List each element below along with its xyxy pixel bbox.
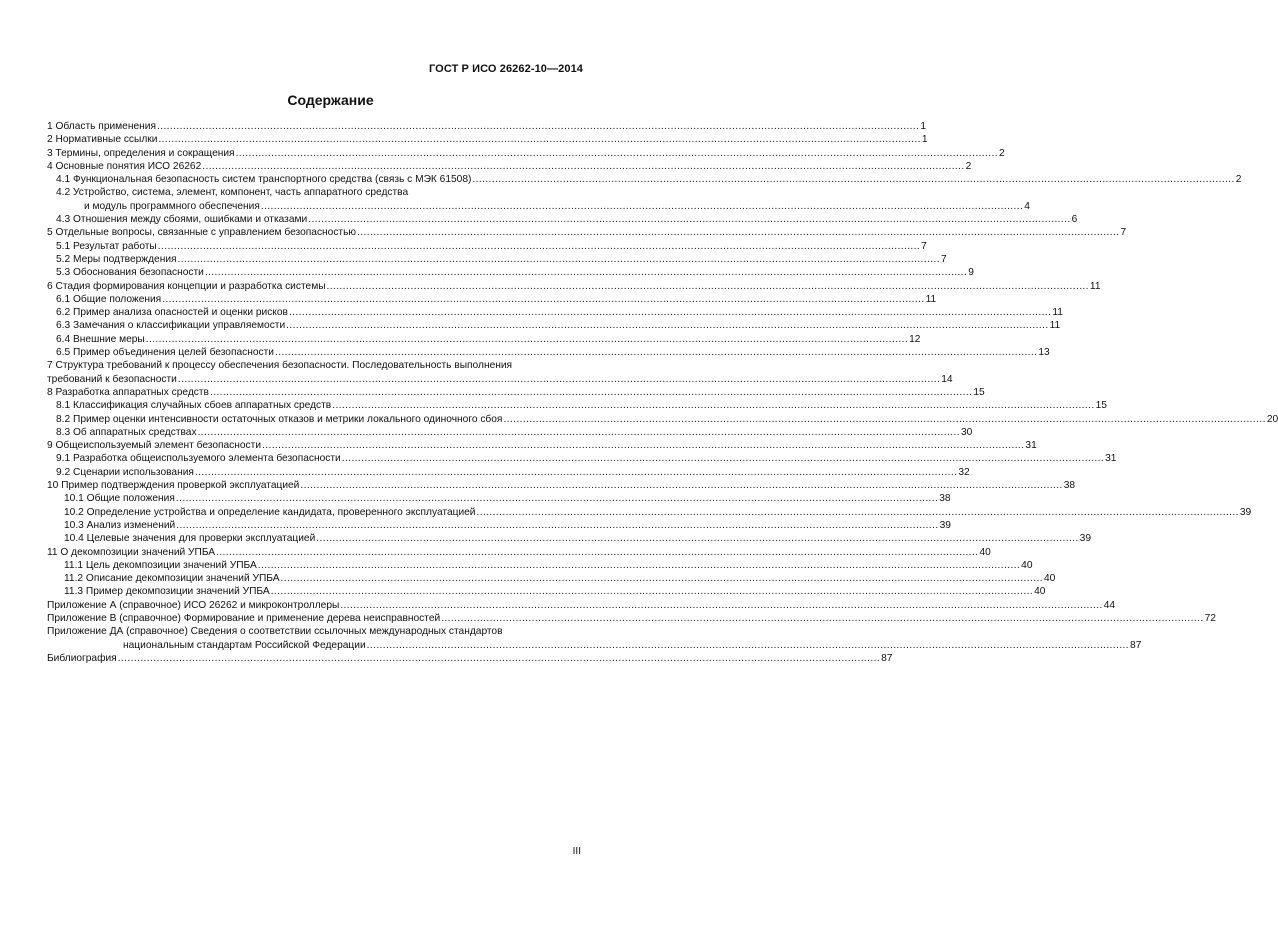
toc-entry-label: 7 Структура требований к процессу обеспечения безопасности. Последовательность выполнения bbox=[47, 360, 513, 372]
toc-entry-page: 39 bbox=[1079, 533, 1092, 545]
toc-entry[interactable] bbox=[47, 160, 972, 173]
toc-entry-label: 2 Нормативные ссылки bbox=[47, 134, 158, 146]
toc-leader-dots bbox=[281, 572, 1043, 585]
toc-entry-label: 9.2 Сценарии использования bbox=[56, 466, 194, 478]
toc-entry[interactable] bbox=[47, 572, 1056, 585]
toc-entry[interactable] bbox=[47, 612, 1216, 625]
toc-entry-page: 9 bbox=[968, 267, 974, 279]
toc-leader-dots bbox=[342, 452, 1104, 465]
toc-entry-page: 11 bbox=[1052, 307, 1063, 319]
toc-entry-page: 12 bbox=[909, 333, 921, 345]
toc-leader-dots bbox=[146, 333, 908, 346]
toc-entry[interactable] bbox=[47, 200, 1030, 213]
toc-entry-page: 15 bbox=[1095, 400, 1107, 412]
toc-entry[interactable] bbox=[47, 652, 893, 665]
toc-leader-dots bbox=[178, 373, 940, 386]
toc-entry[interactable] bbox=[47, 639, 1142, 652]
toc-entry-page: 14 bbox=[941, 373, 953, 385]
toc-entry[interactable] bbox=[47, 226, 1127, 239]
toc-entry-page: 15 bbox=[973, 386, 985, 398]
toc-entry-label: 8.3 Об аппаратных средствах bbox=[56, 426, 197, 438]
toc-entry-page: 11 bbox=[1049, 320, 1061, 332]
toc-entry[interactable] bbox=[47, 439, 1037, 452]
toc-leader-dots bbox=[286, 319, 1048, 332]
toc-entry[interactable] bbox=[47, 280, 1101, 293]
toc-entry-label: 10.4 Целевые значения для проверки эксплуатацией bbox=[64, 533, 316, 545]
toc-entry[interactable] bbox=[47, 452, 1117, 465]
toc-entry-label: 11.3 Пример декомпозиции значений УПБА bbox=[64, 586, 270, 598]
toc-entry[interactable] bbox=[47, 333, 921, 346]
toc-entry-page: 4 bbox=[1024, 200, 1030, 212]
toc-entry-page: 2 bbox=[998, 147, 1005, 159]
toc-entry-label: 5.1 Результат работы bbox=[56, 240, 157, 252]
toc-leader-dots bbox=[258, 559, 1020, 572]
toc-leader-dots bbox=[441, 612, 1203, 625]
toc-entry-page: 31 bbox=[1105, 453, 1117, 465]
toc-leader-dots bbox=[262, 439, 1024, 452]
toc-leader-dots bbox=[162, 293, 924, 306]
toc-entry-label: 10.2 Определение устройства и определение кандидата, проверенного эксплуатацией bbox=[64, 506, 476, 518]
toc-leader-dots bbox=[327, 280, 1089, 293]
toc-entry[interactable] bbox=[47, 625, 583, 638]
toc-leader-dots bbox=[202, 160, 964, 173]
toc-leader-dots bbox=[308, 213, 1070, 226]
toc-entry-label: 9 Общеиспользуемый элемент безопасности bbox=[47, 440, 262, 452]
toc-entry-page: 40 bbox=[1021, 559, 1033, 571]
toc-entry[interactable] bbox=[47, 559, 1033, 572]
toc-entry[interactable] bbox=[47, 173, 1242, 186]
toc-entry-label: 9.1 Разработка общеиспользуемого элемента безопасности bbox=[56, 453, 341, 465]
toc-leader-dots bbox=[198, 426, 960, 439]
toc-entry-page: 11 bbox=[925, 293, 937, 305]
toc-entry-label: национальным стандартам Российской Федерации bbox=[123, 639, 366, 651]
toc-leader-dots bbox=[176, 492, 938, 505]
toc-entry-label: 8 Разработка аппаратных средств bbox=[47, 386, 209, 398]
toc-leader-dots bbox=[340, 599, 1102, 612]
table-of-contents bbox=[47, 120, 1278, 665]
toc-entry-label: 10.3 Анализ изменений bbox=[64, 519, 176, 531]
toc-entry-label: 4.3 Отношения между сбоями, ошибками и отказами bbox=[56, 214, 308, 226]
toc-leader-dots bbox=[477, 506, 1239, 519]
toc-entry[interactable] bbox=[47, 426, 973, 439]
toc-entry-label: 8.2 Пример оценки интенсивности остаточных отказов и метрики локального одиночного сбоя bbox=[56, 413, 503, 425]
toc-entry[interactable] bbox=[47, 346, 1050, 359]
toc-entry-label: 1 Область применения bbox=[47, 121, 156, 132]
toc-entry-label: 6.2 Пример анализа опасностей и оценки рисков bbox=[56, 307, 288, 319]
toc-entry-label: 6.3 Замечания о классификации управляемости bbox=[56, 320, 286, 332]
toc-entry[interactable] bbox=[47, 585, 1046, 598]
toc-leader-dots bbox=[176, 519, 938, 532]
toc-entry[interactable] bbox=[47, 599, 1116, 612]
toc-entry-page: 39 bbox=[939, 519, 951, 531]
toc-entry[interactable] bbox=[47, 213, 1078, 226]
toc-entry-page: 32 bbox=[958, 466, 970, 478]
toc-leader-dots bbox=[178, 253, 940, 266]
toc-entry[interactable] bbox=[47, 147, 1005, 160]
toc-entry-page: 7 bbox=[940, 253, 947, 265]
toc-leader-dots bbox=[357, 226, 1119, 239]
toc-leader-dots bbox=[216, 546, 978, 559]
toc-entry[interactable] bbox=[47, 519, 951, 532]
toc-entry-label: Приложение ДА (справочное) Сведения о соответствии ссылочных международных стандартов bbox=[47, 626, 503, 638]
toc-entry-page: 1 bbox=[920, 121, 927, 132]
toc-entry[interactable] bbox=[47, 186, 583, 199]
toc-entry[interactable] bbox=[47, 546, 991, 559]
toc-entry-page: 38 bbox=[1063, 480, 1076, 492]
toc-leader-dots bbox=[271, 585, 1033, 598]
toc-entry[interactable] bbox=[47, 399, 1107, 412]
toc-entry-page: 13 bbox=[1038, 347, 1050, 359]
toc-entry-label: 6.1 Общие положения bbox=[56, 293, 162, 305]
toc-entry-label: 11 О декомпозиции значений УПБА bbox=[47, 546, 216, 558]
toc-entry-page: 72 bbox=[1204, 612, 1216, 624]
toc-entry[interactable] bbox=[47, 133, 928, 146]
toc-entry[interactable] bbox=[47, 266, 974, 279]
toc-entry[interactable] bbox=[47, 413, 1278, 426]
toc-leader-dots bbox=[158, 240, 920, 253]
toc-entry[interactable] bbox=[47, 319, 1061, 332]
toc-entry-page: 7 bbox=[921, 240, 927, 252]
toc-leader-dots bbox=[316, 532, 1078, 545]
toc-entry-label: 4.1 Функциональная безопасность систем транспортного средства (связь с МЭК 61508) bbox=[56, 174, 472, 186]
toc-entry[interactable] bbox=[47, 532, 1092, 545]
toc-entry-page: 20 bbox=[1266, 413, 1278, 425]
toc-entry[interactable] bbox=[47, 479, 1076, 492]
toc-entry[interactable] bbox=[47, 373, 953, 386]
toc-entry-label: Библиография bbox=[47, 652, 117, 664]
toc-leader-dots bbox=[367, 639, 1129, 652]
toc-entry-page: 87 bbox=[881, 652, 893, 664]
toc-leader-dots bbox=[118, 652, 880, 665]
toc-entry-page: 7 bbox=[1120, 227, 1127, 239]
toc-leader-dots bbox=[195, 466, 957, 479]
toc-entry[interactable] bbox=[47, 240, 927, 253]
toc-entry[interactable] bbox=[47, 293, 937, 306]
toc-entry-page: 6 bbox=[1071, 214, 1078, 226]
toc-leader-dots bbox=[275, 346, 1037, 359]
toc-leader-dots bbox=[236, 147, 998, 160]
toc-entry-page: 30 bbox=[960, 426, 973, 438]
toc-entry[interactable] bbox=[47, 506, 1252, 519]
page-number: III bbox=[572, 846, 581, 857]
toc-entry-label: 3 Термины, определения и сокращения bbox=[47, 147, 235, 159]
toc-entry-page: 40 bbox=[979, 546, 991, 558]
toc-entry-label: 5 Отдельные вопросы, связанные с управлением безопасностью bbox=[47, 227, 357, 239]
toc-entry-label: и модуль программного обеспечения bbox=[84, 200, 260, 212]
toc-entry-label: 8.1 Классификация случайных сбоев аппаратных средств bbox=[56, 400, 332, 412]
toc-entry[interactable] bbox=[47, 253, 947, 266]
toc-leader-dots bbox=[472, 173, 1234, 186]
toc-entry-page: 40 bbox=[1034, 586, 1046, 598]
toc-entry-page: 39 bbox=[1239, 506, 1252, 518]
toc-leader-dots bbox=[157, 120, 919, 133]
toc-leader-dots bbox=[210, 386, 972, 399]
page-title: Содержание bbox=[287, 92, 374, 108]
toc-entry-label: 4.2 Устройство, система, элемент, компонент, часть аппаратного средства bbox=[56, 187, 409, 199]
toc-entry-label: Приложение В (справочное) Формирование и применение дерева неисправностей bbox=[47, 612, 441, 624]
toc-entry-page: 31 bbox=[1025, 440, 1037, 452]
toc-entry-label: 6 Стадия формирования концепции и разработка системы bbox=[47, 280, 326, 292]
toc-entry[interactable] bbox=[47, 466, 970, 479]
standard-designation: ГОСТ Р ИСО 26262-10—2014 bbox=[428, 63, 583, 75]
toc-entry-page: 44 bbox=[1103, 599, 1116, 611]
toc-leader-dots bbox=[261, 200, 1023, 213]
toc-entry-page: 2 bbox=[1235, 174, 1242, 186]
toc-entry-label: 11.2 Описание декомпозиции значений УПБА bbox=[64, 573, 280, 585]
toc-entry-label: 10 Пример подтверждения проверкой эксплуатацией bbox=[47, 480, 300, 492]
toc-entry-page: 38 bbox=[939, 493, 951, 505]
toc-leader-dots bbox=[289, 306, 1051, 319]
toc-entry[interactable] bbox=[47, 386, 985, 399]
toc-entry-page: 2 bbox=[965, 160, 972, 172]
toc-entry-label: 5.3 Обоснования безопасности bbox=[56, 267, 204, 279]
toc-leader-dots bbox=[205, 266, 967, 279]
toc-entry-page: 1 bbox=[921, 134, 928, 146]
toc-leader-dots bbox=[158, 133, 920, 146]
toc-entry-label: требований к безопасности bbox=[47, 373, 177, 385]
toc-entry[interactable] bbox=[47, 120, 927, 133]
toc-entry[interactable] bbox=[47, 306, 1063, 319]
toc-leader-dots bbox=[332, 399, 1094, 412]
toc-entry[interactable] bbox=[47, 492, 951, 505]
toc-entry-label: Приложение А (справочное) ИСО 26262 и микроконтроллеры bbox=[47, 599, 340, 611]
toc-leader-dots bbox=[300, 479, 1062, 492]
toc-entry-label: 5.2 Меры подтверждения bbox=[56, 253, 177, 265]
toc-entry-label: 10.1 Общие положения bbox=[64, 493, 175, 505]
toc-entry-page: 11 bbox=[1089, 280, 1101, 292]
toc-entry-label: 6.4 Внешние меры bbox=[56, 333, 145, 345]
toc-entry-label: 4 Основные понятия ИСО 26262 bbox=[47, 160, 202, 172]
toc-entry-page: 40 bbox=[1043, 573, 1056, 585]
toc-entry-page: 87 bbox=[1130, 639, 1142, 651]
toc-entry-label: 6.5 Пример объединения целей безопасности bbox=[56, 347, 274, 359]
toc-leader-dots bbox=[503, 413, 1265, 426]
toc-entry[interactable] bbox=[47, 359, 583, 372]
toc-entry-label: 11.1 Цель декомпозиции значений УПБА bbox=[64, 559, 257, 571]
